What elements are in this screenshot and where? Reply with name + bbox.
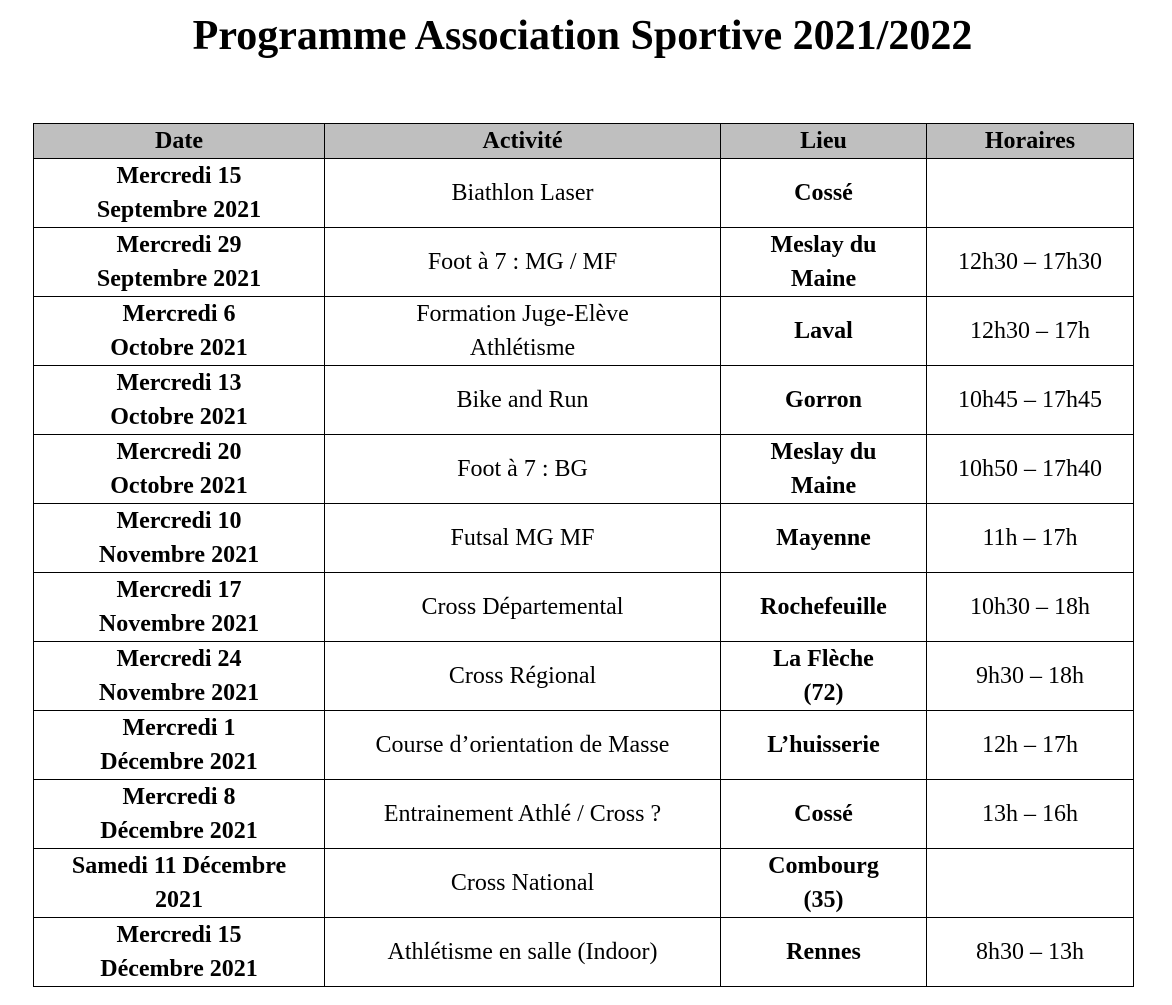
date-cell-line: Mercredi 29	[116, 232, 242, 258]
activity-cell	[325, 849, 721, 918]
activity-cell	[325, 366, 721, 435]
header-row	[34, 124, 1134, 159]
schedule-table	[33, 123, 1134, 987]
activity-cell-line: Cross Régional	[448, 663, 597, 689]
table-row	[34, 228, 1134, 297]
location-cell	[721, 228, 927, 297]
date-cell-line: Septembre 2021	[96, 197, 262, 223]
activity-cell	[325, 159, 721, 228]
activity-cell	[325, 711, 721, 780]
location-cell-line: Rochefeuille	[760, 594, 887, 620]
location-cell-line: Cossé	[794, 180, 853, 206]
date-cell-line: 2021	[155, 887, 203, 913]
location-cell	[721, 642, 927, 711]
activity-cell-line: Course d’orientation de Masse	[375, 732, 670, 758]
date-cell	[34, 711, 325, 780]
location-cell	[721, 918, 927, 987]
date-cell	[34, 435, 325, 504]
date-cell-line: Mercredi 15	[116, 922, 242, 948]
table-row	[34, 159, 1134, 228]
location-cell-line: Rennes	[786, 939, 861, 965]
date-cell	[34, 159, 325, 228]
location-cell	[721, 849, 927, 918]
activity-cell	[325, 780, 721, 849]
activity-cell	[325, 504, 721, 573]
page-title: Programme Association Sportive 2021/2022	[192, 13, 973, 59]
schedule-body	[34, 159, 1134, 987]
table-row	[34, 642, 1134, 711]
date-cell-line: Mercredi 24	[116, 646, 242, 672]
date-cell-line: Mercredi 10	[116, 508, 242, 534]
activity-cell-line: Biathlon Laser	[451, 180, 594, 206]
activity-cell-line: Athlétisme en salle (Indoor)	[387, 939, 658, 965]
location-cell-line: Meslay du	[770, 439, 877, 465]
date-cell-line: Mercredi 6	[122, 301, 236, 327]
hours-cell: 12h30 – 17h30	[927, 228, 1134, 297]
date-cell-line: Octobre 2021	[110, 404, 248, 430]
date-cell	[34, 573, 325, 642]
activity-cell-line: Entrainement Athlé / Cross ?	[383, 801, 662, 827]
location-cell-line: Combourg	[768, 853, 879, 879]
date-cell-line: Septembre 2021	[96, 266, 262, 292]
location-cell-line: Mayenne	[776, 525, 871, 551]
date-cell	[34, 918, 325, 987]
table-row	[34, 918, 1134, 987]
hours-cell: 10h50 – 17h40	[927, 435, 1134, 504]
activity-cell-line: Futsal MG MF	[450, 525, 595, 551]
header-date: Date	[34, 124, 325, 159]
activity-cell-line: Bike and Run	[456, 387, 589, 413]
date-cell-line: Mercredi 17	[116, 577, 242, 603]
table-row	[34, 435, 1134, 504]
date-cell	[34, 297, 325, 366]
location-cell-line: Meslay du	[770, 232, 877, 258]
location-cell	[721, 366, 927, 435]
date-cell	[34, 780, 325, 849]
date-cell-line: Octobre 2021	[110, 335, 248, 361]
hours-cell: 8h30 – 13h	[927, 918, 1134, 987]
date-cell	[34, 642, 325, 711]
location-cell-line: Laval	[794, 318, 853, 344]
location-cell	[721, 435, 927, 504]
activity-cell-line: Cross Départemental	[421, 594, 624, 620]
date-cell-line: Décembre 2021	[100, 818, 258, 844]
hours-cell	[927, 159, 1134, 228]
date-cell-line: Samedi 11 Décembre	[71, 853, 287, 879]
hours-cell: 12h – 17h	[927, 711, 1134, 780]
activity-cell-line: Formation Juge-Elève	[416, 301, 629, 327]
table-row	[34, 573, 1134, 642]
date-cell-line: Mercredi 20	[116, 439, 242, 465]
activity-cell-line: Cross National	[450, 870, 595, 896]
activity-cell-line: Athlétisme	[469, 335, 576, 361]
location-cell-line: Gorron	[785, 387, 862, 413]
location-cell	[721, 711, 927, 780]
header-horaires: Horaires	[927, 124, 1134, 159]
location-cell-line: L’huisserie	[767, 732, 880, 758]
date-cell-line: Mercredi 1	[122, 715, 236, 741]
date-cell-line: Mercredi 15	[116, 163, 242, 189]
date-cell-line: Mercredi 13	[116, 370, 242, 396]
hours-cell: 13h – 16h	[927, 780, 1134, 849]
date-cell-line: Décembre 2021	[100, 749, 258, 775]
activity-cell	[325, 573, 721, 642]
activity-cell	[325, 918, 721, 987]
location-cell-line: La Flèche	[773, 646, 874, 672]
hours-cell: 12h30 – 17h	[927, 297, 1134, 366]
table-row	[34, 849, 1134, 918]
location-cell-line: Maine	[790, 266, 857, 292]
activity-cell	[325, 297, 721, 366]
hours-cell: 10h45 – 17h45	[927, 366, 1134, 435]
location-cell	[721, 297, 927, 366]
date-cell-line: Octobre 2021	[110, 473, 248, 499]
location-cell	[721, 780, 927, 849]
activity-cell	[325, 228, 721, 297]
activity-cell	[325, 642, 721, 711]
date-cell	[34, 504, 325, 573]
activity-cell-line: Foot à 7 : BG	[457, 456, 588, 482]
date-cell	[34, 228, 325, 297]
location-cell	[721, 504, 927, 573]
location-cell-line: (35)	[803, 887, 844, 913]
location-cell-line: (72)	[803, 680, 844, 706]
location-cell	[721, 573, 927, 642]
hours-cell	[927, 849, 1134, 918]
table-row	[34, 711, 1134, 780]
table-row	[34, 366, 1134, 435]
hours-cell: 9h30 – 18h	[927, 642, 1134, 711]
date-cell	[34, 366, 325, 435]
hours-cell: 10h30 – 18h	[927, 573, 1134, 642]
table-row	[34, 297, 1134, 366]
activity-cell	[325, 435, 721, 504]
date-cell-line: Novembre 2021	[98, 680, 260, 706]
location-cell	[721, 159, 927, 228]
location-cell-line: Maine	[790, 473, 857, 499]
date-cell-line: Novembre 2021	[98, 611, 260, 637]
date-cell-line: Mercredi 8	[122, 784, 236, 810]
header-activite: Activité	[325, 124, 721, 159]
table-row	[34, 504, 1134, 573]
table-row	[34, 780, 1134, 849]
location-cell-line: Cossé	[794, 801, 853, 827]
date-cell-line: Décembre 2021	[100, 956, 258, 982]
date-cell-line: Novembre 2021	[98, 542, 260, 568]
date-cell	[34, 849, 325, 918]
header-lieu: Lieu	[721, 124, 927, 159]
hours-cell: 11h – 17h	[927, 504, 1134, 573]
activity-cell-line: Foot à 7 : MG / MF	[427, 249, 618, 275]
